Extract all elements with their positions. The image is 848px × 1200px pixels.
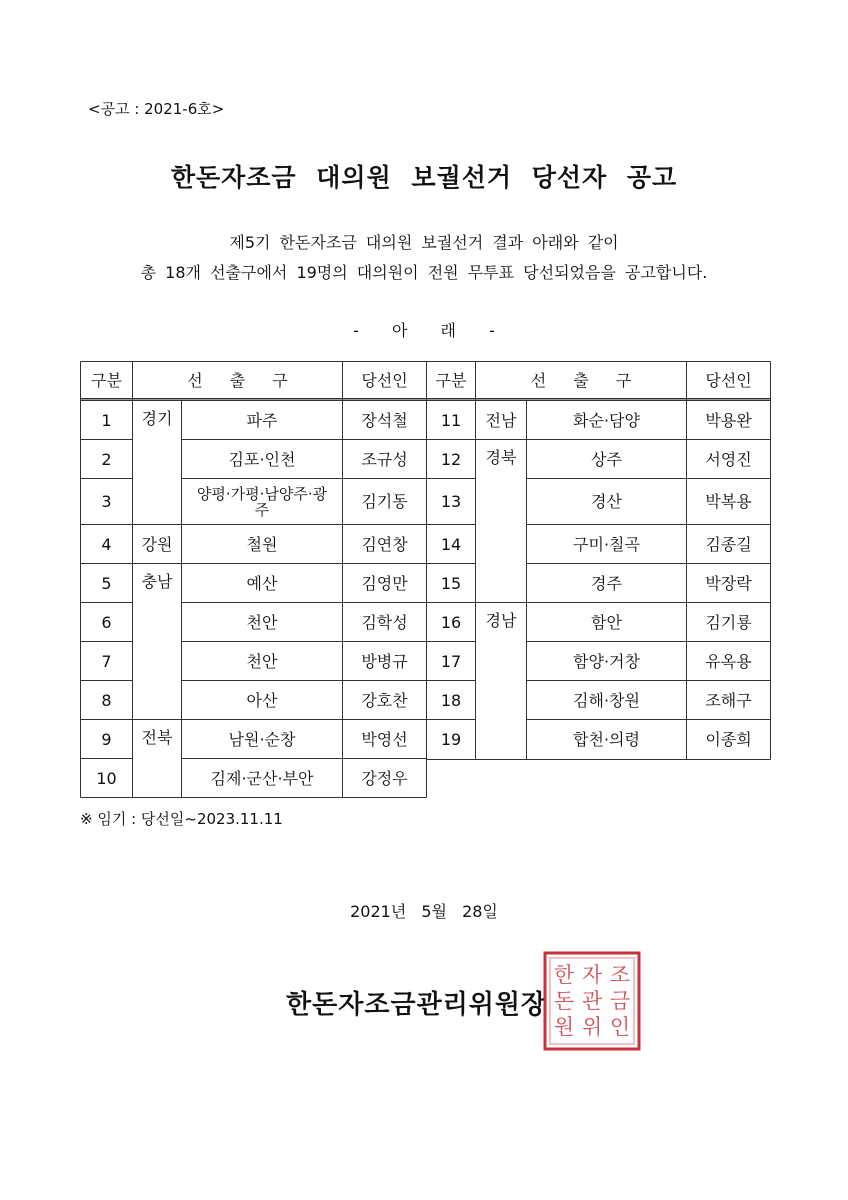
intro-text (0, 228, 848, 288)
row-number: 4 (101, 534, 112, 554)
page-title: 한돈자조금 대의원 보궐선거 당선자 공고 (170, 163, 678, 192)
region-gyeongbuk: 경북 (485, 448, 517, 467)
header-district-left: 선 출 구 (187, 371, 288, 390)
elected-name: 김기룡 (705, 612, 752, 632)
district-name: 합천·의령 (573, 730, 640, 749)
header-division-left: 구분 (91, 371, 122, 390)
region-gyeonggi: 경기 (141, 409, 173, 428)
row-number: 8 (101, 690, 112, 710)
row-number: 13 (440, 492, 462, 511)
elected-name: 박용완 (705, 410, 752, 430)
row-number: 11 (440, 410, 462, 430)
row-number: 1 (101, 410, 112, 430)
notice-number: <공고 : 2021-6호> (88, 100, 225, 118)
row-number: 2 (101, 449, 112, 469)
elected-table (80, 361, 771, 798)
district-name: 김제·군산·부안 (210, 768, 314, 788)
district-name: 구미·칠곡 (573, 534, 640, 554)
district-name: 파주 (246, 410, 278, 430)
district-name: 김해·창원 (573, 690, 640, 710)
district-name: 함안 (591, 612, 622, 632)
elected-name: 박영선 (361, 729, 408, 749)
district-name: 경산 (591, 492, 622, 511)
intro-line-2: 총 18개 선출구에서 19명의 대의원이 전원 무투표 당선되었음을 공고합니다. (140, 263, 708, 282)
header-district-right: 선 출 구 (530, 371, 632, 390)
elected-name: 박장락 (705, 573, 752, 593)
district-name: 철원 (246, 534, 278, 554)
region-chungnam: 충남 (141, 572, 173, 591)
row-number: 18 (440, 690, 462, 710)
district-name: 천안 (246, 612, 278, 632)
district-name: 예산 (246, 573, 278, 593)
district-name: 경주 (591, 573, 622, 593)
term-note: ※ 임기 : 당선일~2023.11.11 (80, 810, 283, 828)
elected-name: 조해구 (705, 690, 752, 710)
header-division-right: 구분 (435, 371, 467, 390)
district-name: 천안 (246, 651, 278, 671)
elected-name: 박복용 (705, 492, 752, 511)
svg-text:금: 금 (609, 989, 631, 1013)
svg-text:자: 자 (581, 963, 603, 987)
row-number: 10 (96, 768, 117, 788)
district-name: 김포·인천 (228, 449, 296, 469)
row-number: 12 (440, 449, 462, 469)
header-elected-right: 당선인 (705, 371, 752, 390)
elected-name: 김영만 (361, 573, 408, 593)
row-number: 15 (440, 573, 462, 593)
row-number: 6 (101, 612, 112, 632)
elected-name: 유옥용 (705, 651, 752, 671)
row-number: 19 (440, 730, 462, 749)
svg-text:원: 원 (553, 1015, 575, 1039)
svg-text:한: 한 (553, 963, 575, 987)
elected-name: 김학성 (361, 612, 408, 632)
district-name: 상주 (591, 449, 622, 469)
row-number: 17 (440, 651, 462, 671)
svg-text:관: 관 (581, 989, 603, 1013)
region-jeonbuk: 전북 (141, 728, 173, 747)
district-name: 남원·순창 (228, 729, 296, 749)
intro-line-1: 제5기 한돈자조금 대의원 보궐선거 결과 아래와 같이 (229, 233, 619, 252)
region-jeonnam: 전남 (485, 410, 517, 430)
elected-name: 강호찬 (361, 690, 408, 710)
elected-name: 장석철 (361, 410, 408, 430)
elected-name: 방병규 (361, 651, 408, 671)
region-gyeongnam: 경남 (485, 611, 517, 630)
row-number: 3 (101, 492, 112, 511)
row-number: 7 (101, 651, 112, 671)
official-seal (542, 950, 642, 1052)
elected-name: 김종길 (705, 534, 752, 554)
issuer-name: 한돈자조금관리위원장 (286, 990, 548, 1020)
svg-text:인: 인 (609, 1015, 631, 1039)
row-number: 9 (101, 729, 112, 749)
district-name: 화순·담양 (573, 410, 640, 430)
row-number: 5 (101, 573, 112, 593)
district-name: 아산 (246, 690, 278, 710)
elected-name: 이종희 (705, 730, 752, 749)
svg-text:조: 조 (609, 963, 631, 987)
row-number: 14 (440, 534, 462, 554)
district-name: 양평·가평·남양주·광주 (196, 484, 328, 519)
svg-text:돈: 돈 (553, 989, 575, 1013)
elected-name: 김기동 (361, 492, 408, 511)
elected-name: 서영진 (705, 449, 752, 469)
svg-text:위: 위 (581, 1015, 603, 1039)
region-gangwon: 강원 (141, 534, 173, 554)
below-label: - 아 래 - (353, 321, 495, 340)
elected-name: 조규성 (361, 449, 408, 469)
elected-name: 김연창 (361, 534, 408, 554)
header-elected-left: 당선인 (361, 371, 408, 390)
row-number: 16 (440, 612, 462, 632)
elected-name: 강정우 (361, 768, 408, 788)
district-name: 함양·거창 (573, 651, 640, 671)
issue-date: 2021년 5월 28일 (350, 902, 498, 921)
